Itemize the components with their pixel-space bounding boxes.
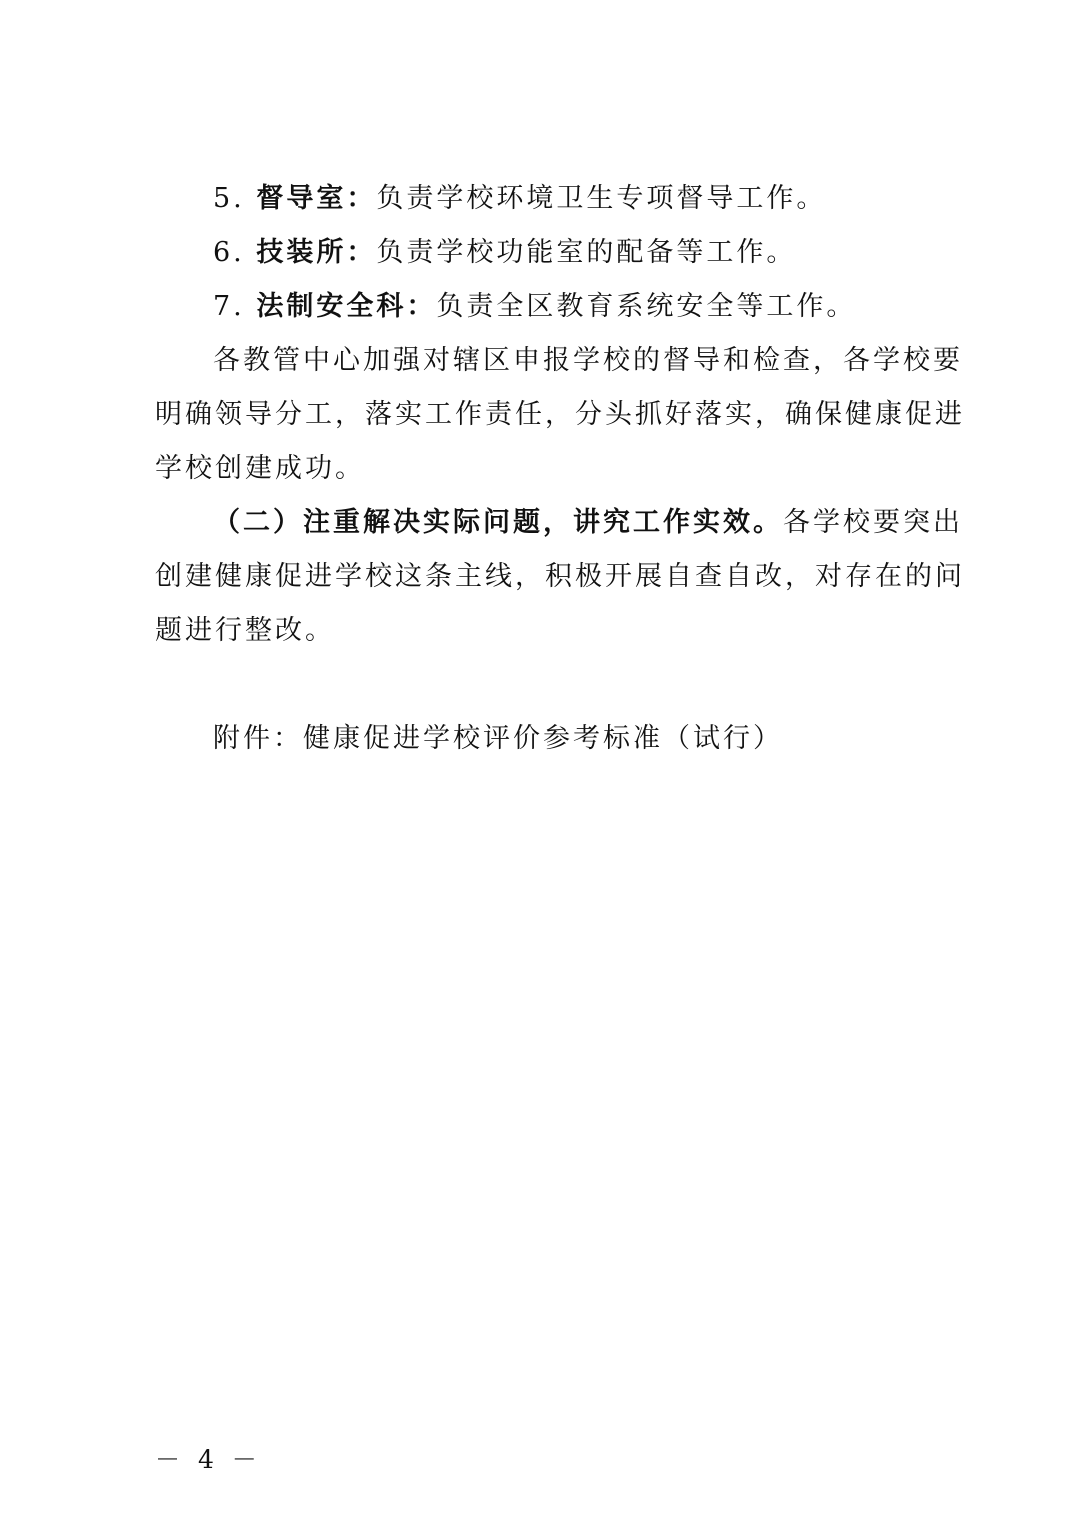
section-heading: （二）注重解决实际问题，讲究工作实效。 <box>213 507 783 538</box>
item-title: 技装所： <box>256 237 377 268</box>
item-number: 5. <box>213 183 245 214</box>
duty-item-7 <box>155 280 935 334</box>
attachment-note <box>155 712 935 766</box>
attachment-text: 附件：健康促进学校评价参考标准（试行） <box>213 723 783 754</box>
paragraph-line: 明确领导分工，落实工作责任，分头抓好落实，确保健康促进 <box>155 399 965 430</box>
page-number: － 4 － <box>155 1445 262 1474</box>
item-text: 负责学校功能室的配备等工作。 <box>376 237 797 268</box>
paragraph-line: 题进行整改。 <box>155 615 335 646</box>
supervision-paragraph <box>155 334 965 496</box>
duty-item-5 <box>155 172 935 226</box>
item-text: 负责学校环境卫生专项督导工作。 <box>376 183 827 214</box>
item-text: 负责全区教育系统安全等工作。 <box>436 291 857 322</box>
paragraph-line: 学校创建成功。 <box>155 453 365 484</box>
item-number: 7. <box>213 291 245 322</box>
duty-item-6 <box>155 226 935 280</box>
paragraph-text: 各学校要突出 <box>783 507 963 538</box>
item-title: 督导室： <box>256 183 377 214</box>
paragraph-line: 创建健康促进学校这条主线，积极开展自查自改，对存在的问 <box>155 561 965 592</box>
paragraph-line: 各教管中心加强对辖区申报学校的督导和检查，各学校要 <box>213 345 963 376</box>
problem-solving-paragraph <box>155 496 965 658</box>
item-title: 法制安全科： <box>256 291 437 322</box>
item-number: 6. <box>213 237 245 268</box>
